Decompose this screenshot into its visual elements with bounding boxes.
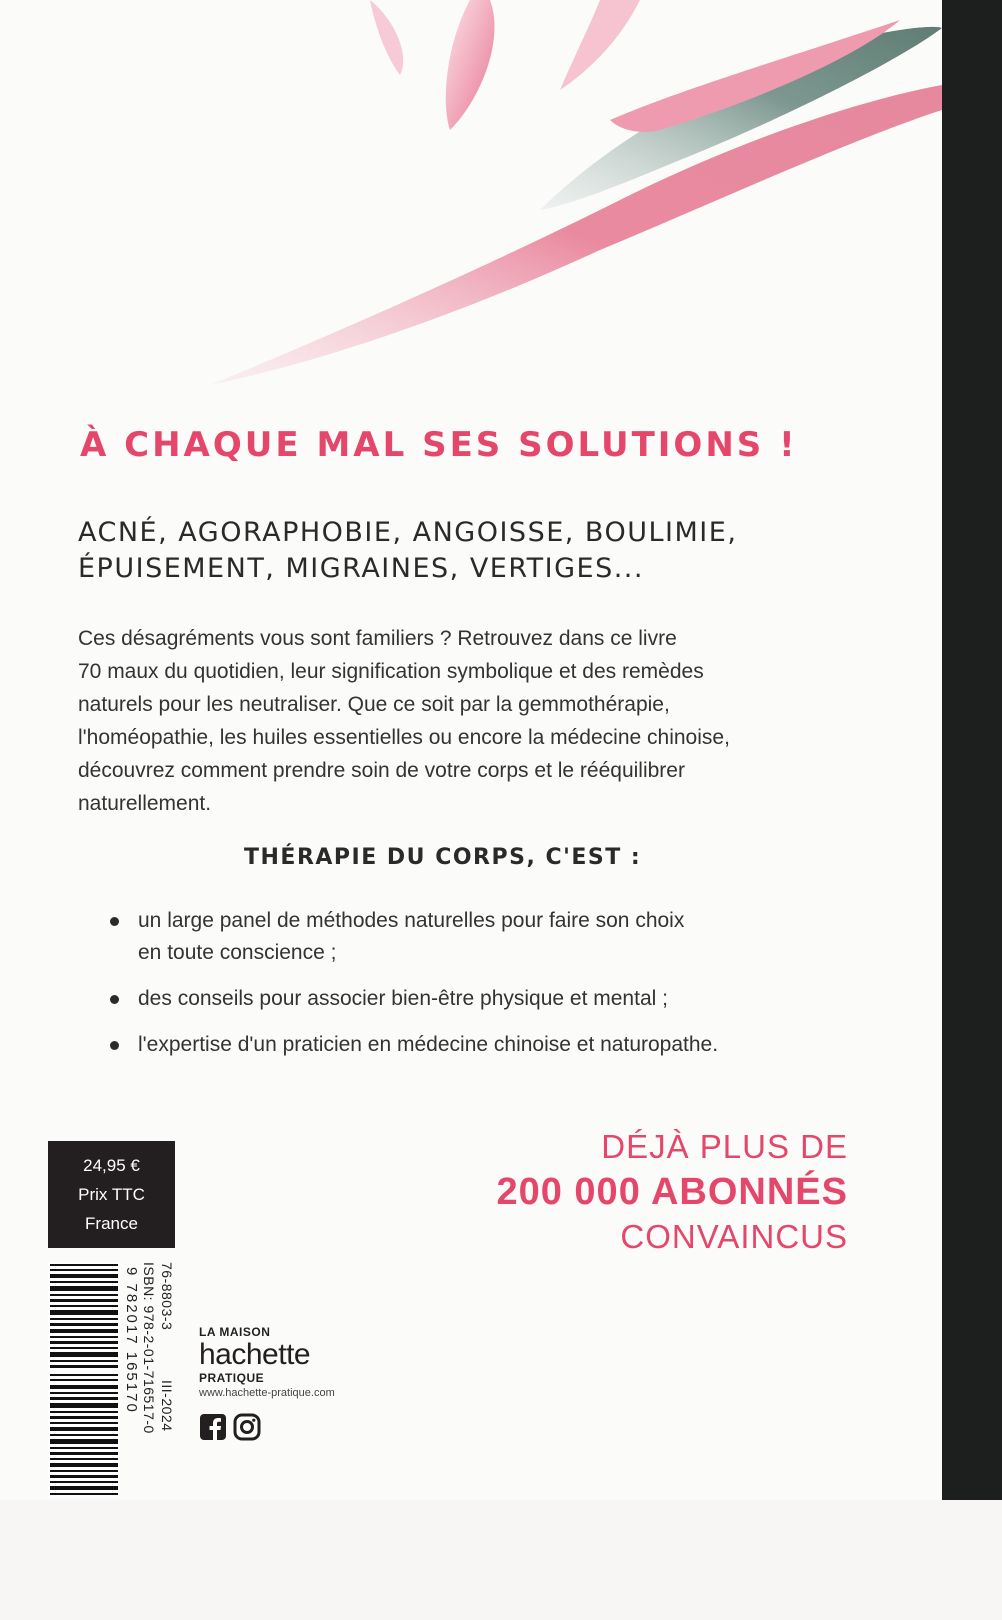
- facebook-icon[interactable]: [199, 1413, 227, 1441]
- pink-leaf-bottom: [210, 85, 942, 385]
- list-item: [110, 1029, 890, 1061]
- list-item: [110, 905, 890, 969]
- bullet-line: des conseils pour associer bien-être physique et mental ;: [138, 987, 668, 1010]
- leaf-illustration: [0, 0, 942, 400]
- promo-block: [496, 1125, 848, 1259]
- symptoms-list: [78, 515, 878, 587]
- price-amount: 24,95 €: [83, 1156, 140, 1175]
- description-line: l'homéopathie, les huiles essentielles ou encore la médecine chinoise,: [78, 726, 730, 749]
- bullet-line: un large panel de méthodes naturelles pour faire son choix: [138, 909, 685, 932]
- barcode: [48, 1262, 120, 1498]
- publisher-sub: PRATIQUE: [199, 1371, 265, 1385]
- publisher-brand: hachette: [199, 1338, 311, 1371]
- description-line: naturels pour les neutraliser. Que ce soit par la gemmothérapie,: [78, 693, 670, 716]
- isbn-text: [142, 1262, 158, 1502]
- edition-text: [160, 1380, 176, 1620]
- price-box: [48, 1141, 175, 1248]
- bullet-line: en toute conscience ;: [138, 941, 337, 964]
- promo-line-2: 200 000 ABONNÉS: [496, 1171, 848, 1213]
- promo-line-1: DÉJÀ PLUS DE: [601, 1128, 848, 1165]
- symptoms-line: ACNÉ, AGORAPHOBIE, ANGOISSE, BOULIMIE,: [78, 517, 738, 548]
- instagram-icon[interactable]: [233, 1413, 261, 1441]
- book-spine: [942, 0, 1002, 1500]
- pink-leaf-top: [446, 0, 495, 130]
- social-icons: [199, 1413, 261, 1441]
- publisher-logo: [199, 1325, 335, 1399]
- barcode-digits-text: 9 782017 165170: [123, 1267, 140, 1414]
- edition-value: III-2024: [159, 1380, 175, 1432]
- bullet-icon: [110, 1041, 119, 1050]
- description: [78, 622, 878, 820]
- symptoms-line: ÉPUISEMENT, MIGRAINES, VERTIGES...: [78, 553, 644, 584]
- price-tax: Prix TTC: [78, 1185, 145, 1204]
- subheading: THÉRAPIE DU CORPS, C'EST :: [244, 845, 642, 870]
- bullet-icon: [110, 917, 119, 926]
- publisher-url[interactable]: www.hachette-pratique.com: [199, 1387, 335, 1399]
- barcode-digits: [123, 1267, 140, 1497]
- description-line: Ces désagréments vous sont familiers ? Retrouvez dans ce livre: [78, 627, 677, 650]
- bullet-icon: [110, 995, 119, 1004]
- pink-leaf-right: [560, 0, 640, 90]
- promo-line-3: CONVAINCUS: [620, 1218, 848, 1255]
- bullet-list: [110, 905, 890, 1075]
- headline: À CHAQUE MAL SES SOLUTIONS !: [80, 425, 798, 465]
- publisher-prefix: LA MAISON: [199, 1325, 271, 1339]
- code-value: 76-8803-3: [159, 1262, 175, 1331]
- description-line: naturellement.: [78, 792, 212, 815]
- price-country: France: [85, 1214, 138, 1233]
- list-item: [110, 983, 890, 1015]
- isbn-value: ISBN: 978-2-01-716517-0: [141, 1262, 157, 1434]
- description-line: découvrez comment prendre soin de votre corps et le rééquilibrer: [78, 759, 685, 782]
- pink-leaf-small: [370, 0, 403, 75]
- description-line: 70 maux du quotidien, leur signification symbolique et des remèdes: [78, 660, 704, 683]
- bullet-line: l'expertise d'un praticien en médecine chinoise et naturopathe.: [138, 1033, 719, 1056]
